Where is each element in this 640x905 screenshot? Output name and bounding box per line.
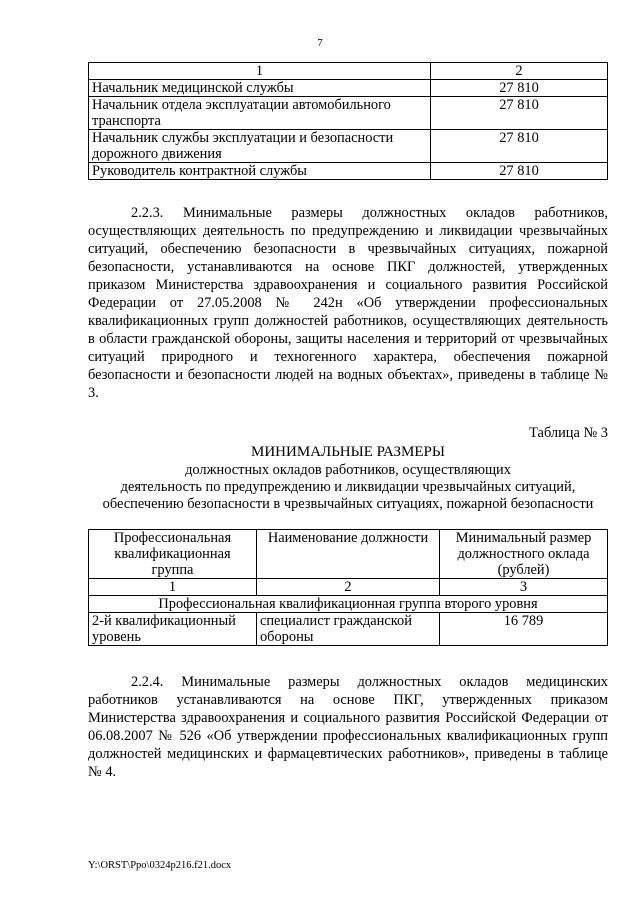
position-cell: Начальник медицинской службы bbox=[89, 80, 431, 97]
table-row bbox=[89, 163, 608, 180]
paragraph-2-2-3 bbox=[88, 204, 608, 402]
column-number: 3 bbox=[440, 579, 608, 596]
column-number: 2 bbox=[256, 579, 439, 596]
table-header-cell: Профессиональная квалификационная группа bbox=[89, 530, 257, 579]
table-header-cell: Минимальный размер должностного оклада (рублей) bbox=[440, 530, 608, 579]
salary-cell: 27 810 bbox=[431, 130, 608, 163]
position-cell: Начальник службы эксплуатации и безопасности дорожного движения bbox=[89, 130, 431, 163]
salary-cell: 27 810 bbox=[431, 163, 608, 180]
table-caption: Таблица № 3 bbox=[529, 425, 608, 441]
salary-cell: 16 789 bbox=[440, 613, 608, 646]
table-subtitle-line: должностных окладов работников, осуществляющих bbox=[185, 462, 511, 478]
paragraph-text: 2.2.4. Минимальные размеры должностных окладов медицинских работников устанавливаются на основе ПКГ, утвержденных приказом Министерства здравоохранения и социального развития Российской Федерации от 06.08.2007 № 526 «Об утверждении профессиональных квалификационных групп должностей медицинских и фармацевтических работников», приведены в таблице № 4. bbox=[88, 674, 608, 780]
positions-salary-table bbox=[88, 62, 608, 180]
paragraph-text: 2.2.3. Минимальные размеры должностных окладов работников, осуществляющих деятельность по предупреждению и ликвидации чрезвычайных ситуаций, обеспечению безопасности в чрезвычайных ситуациях, пожарной безопасности, устанавливаются на основе ПКГ должностей, утвержденных приказом Министерства здравоохранения и социального развития Российской Федерации от 27.05.2008 № 242н «Об утверждении профессиональных квалификационных групп должностей работников, осуществляющих деятельность в области гражданской обороны, защиты населения и территорий от чрезвычайных ситуаций природного и техногенного характера, обеспечения пожарной безопасности и безопасности людей на водных объектах», приведены в таблице № 3. bbox=[88, 205, 608, 401]
table-header-cell: 2 bbox=[431, 63, 608, 80]
file-path-footer: Y:\ORST\Ppo\0324p216.f21.docx bbox=[88, 860, 232, 871]
salary-cell: 27 810 bbox=[431, 80, 608, 97]
table-title: МИНИМАЛЬНЫЕ РАЗМЕРЫ bbox=[251, 444, 445, 460]
position-cell: специалист гражданской обороны bbox=[256, 613, 439, 646]
table-subtitle-line: обеспечению безопасности в чрезвычайных ситуациях, пожарной безопасности bbox=[102, 496, 594, 512]
position-cell: Руководитель контрактной службы bbox=[89, 163, 431, 180]
emergency-salary-table bbox=[88, 529, 608, 646]
table-number-row bbox=[89, 579, 608, 596]
position-cell: Начальник отдела эксплуатации автомобильного транспорта bbox=[89, 97, 431, 130]
table-header-row bbox=[89, 530, 608, 579]
table-row bbox=[89, 130, 608, 163]
table-subtitle-line: деятельность по предупреждению и ликвидации чрезвычайных ситуаций, bbox=[120, 479, 576, 495]
table-row bbox=[89, 97, 608, 130]
table-header-cell: Наименование должности bbox=[256, 530, 439, 579]
column-number: 1 bbox=[89, 579, 257, 596]
group-row bbox=[89, 596, 608, 613]
page-number: 7 bbox=[317, 37, 323, 49]
table-header-cell: 1 bbox=[89, 63, 431, 80]
paragraph-2-2-4 bbox=[88, 673, 608, 781]
group-cell: Профессиональная квалификационная группа второго уровня bbox=[89, 596, 608, 613]
table-row bbox=[89, 613, 608, 646]
table-header-row bbox=[89, 63, 608, 80]
salary-cell: 27 810 bbox=[431, 97, 608, 130]
qualification-level-cell: 2-й квалификационный уровень bbox=[89, 613, 257, 646]
table-row bbox=[89, 80, 608, 97]
